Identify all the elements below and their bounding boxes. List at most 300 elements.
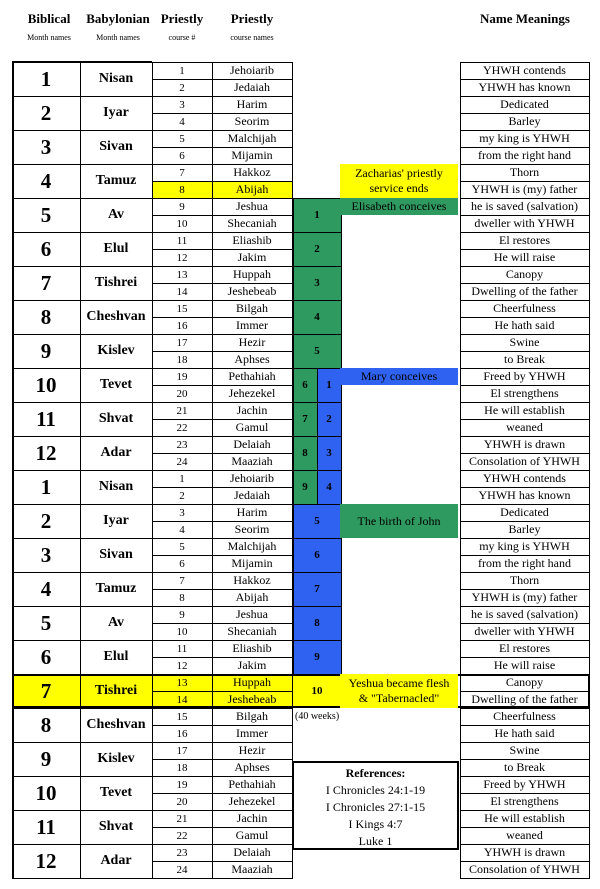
header-babylonian-sub: Month names (96, 33, 140, 42)
name-meaning: El restores (499, 641, 550, 655)
name-meaning: Dwelling of the father (471, 284, 578, 298)
biblical-month-number: 10 (35, 780, 57, 805)
course-name: Hezir (238, 335, 266, 349)
header-babylonian: Babylonian (86, 11, 150, 26)
name-meaning: Consolation of YHWH (469, 454, 580, 468)
row-line (460, 827, 590, 828)
course-name: Shecaniah (227, 624, 277, 638)
row-line (152, 402, 292, 403)
row-line (152, 249, 292, 250)
biblical-month-number: 12 (35, 440, 57, 465)
row-line (152, 810, 292, 811)
babylonian-month-name: Shvat (98, 411, 134, 426)
name-meaning: He hath said (494, 726, 555, 740)
row-line (460, 844, 590, 845)
references-box (292, 761, 459, 850)
row-line (152, 759, 292, 760)
month-line (12, 742, 152, 743)
name-meaning: Canopy (505, 675, 544, 689)
row-line (152, 844, 292, 845)
biblical-month-number: 9 (40, 338, 52, 363)
row-line (152, 385, 292, 386)
row-line (152, 453, 292, 454)
note-yeshua-line1: Yeshua became flesh (348, 676, 450, 690)
note-yeshua (340, 674, 458, 708)
row-line (152, 113, 292, 114)
course-number: 6 (179, 557, 185, 570)
name-meaning: to Break (504, 760, 545, 774)
biblical-month-number: 1 (40, 474, 52, 499)
course-number: 20 (176, 795, 188, 808)
name-meaning: Swine (509, 335, 540, 349)
course-number: 5 (179, 540, 185, 553)
count-line (293, 232, 341, 233)
name-meaning: YHWH is (my) father (471, 590, 578, 604)
row-line (152, 674, 292, 675)
course-name: Hezir (238, 743, 266, 757)
course-name: Delaiah (233, 845, 271, 859)
reference-item: I Chronicles 24:1-19 (325, 783, 426, 797)
course-number: 14 (176, 693, 188, 706)
babylonian-month-name: Kislev (97, 343, 135, 358)
babylonian-month-name: Elul (103, 649, 129, 664)
row-line (460, 861, 590, 862)
babylonian-month-name: Shvat (98, 819, 134, 834)
babylonian-month-name: Tevet (99, 377, 133, 392)
row-line (152, 827, 292, 828)
course-number: 19 (176, 370, 188, 383)
course-name: Jehezekel (228, 794, 276, 808)
biblical-month-number: 8 (40, 304, 52, 329)
biblical-col-line (80, 62, 81, 879)
row-line (152, 640, 292, 641)
row-line (152, 538, 292, 539)
course-name: Huppah (233, 675, 271, 689)
babylonian-col-line (152, 62, 153, 879)
name-meaning: YHWH has known (478, 488, 571, 502)
month-line (12, 334, 152, 335)
name-meaning: Barley (508, 522, 541, 536)
name-meaning: Freed by YHWH (483, 369, 566, 383)
name-meaning: Thorn (509, 165, 540, 179)
row-line (460, 351, 590, 352)
row-line (460, 181, 590, 182)
row-line (460, 878, 590, 879)
course-name: Gamul (235, 828, 269, 842)
course-number: 16 (176, 319, 188, 332)
row-line (460, 215, 590, 216)
note-yeshua-line2: & "Tabernacled" (358, 691, 440, 705)
name-meaning: YHWH is (my) father (471, 182, 578, 196)
reference-item: I Kings 4:7 (348, 817, 403, 831)
name-meaning: El strengthens (490, 386, 559, 400)
course-name: Jakim (237, 250, 267, 264)
course-number: 7 (179, 574, 185, 587)
row-line (460, 572, 590, 573)
course-name: Aphses (234, 760, 270, 774)
course-number: 13 (176, 268, 188, 281)
course-number: 9 (179, 200, 185, 213)
row-line (460, 164, 590, 165)
course-number: 13 (176, 676, 188, 689)
babylonian-month-name: Av (107, 207, 125, 222)
row-line (152, 317, 292, 318)
mary-month-count: 7 (293, 572, 341, 606)
note-birth-of-john: The birth of John (340, 504, 458, 538)
mary-month-count: 2 (317, 402, 341, 436)
biblical-month-number: 2 (40, 508, 52, 533)
row-line (460, 79, 590, 80)
meaning-left-line (460, 62, 461, 879)
header-name-meanings: Name Meanings (480, 11, 570, 26)
course-number: 14 (176, 285, 188, 298)
course-number: 12 (176, 659, 188, 672)
course-number: 12 (176, 251, 188, 264)
course-number: 21 (176, 404, 188, 417)
name-meaning: El restores (499, 233, 550, 247)
row-line (152, 419, 292, 420)
biblical-month-number: 11 (36, 406, 56, 431)
course-number: 1 (179, 64, 185, 77)
row-line (152, 283, 292, 284)
mary-month-count: 3 (317, 436, 341, 470)
name-meaning: my king is YHWH (479, 131, 570, 145)
count-line (293, 504, 341, 505)
course-number: 19 (176, 778, 188, 791)
month-line (12, 266, 152, 267)
row-line (152, 725, 292, 726)
name-meaning: He will establish (484, 811, 565, 825)
month-line (12, 572, 152, 573)
biblical-month-number: 2 (40, 100, 52, 125)
course-number: 15 (176, 710, 188, 723)
row-line (152, 436, 292, 437)
course-number: 11 (176, 642, 188, 655)
elisabeth-month-count: 1 (293, 198, 341, 232)
course-name: Eliashib (232, 233, 272, 247)
name-meaning: my king is YHWH (479, 539, 570, 553)
row-line (460, 504, 590, 505)
month-line (12, 436, 152, 437)
header-priestly-course-num: Priestly (160, 11, 204, 26)
row-line (460, 317, 590, 318)
mary-month-count: 4 (317, 470, 341, 504)
name-meaning: He hath said (494, 318, 555, 332)
course-name: Jehezekel (228, 386, 276, 400)
course-name: Jeshebeab (227, 284, 277, 298)
row-line (460, 96, 590, 97)
row-line (152, 130, 292, 131)
name-meaning: Cheerfulness (493, 301, 556, 315)
babylonian-month-name: Kislev (97, 751, 135, 766)
name-meaning: Barley (508, 114, 541, 128)
name-meaning: from the right hand (478, 148, 571, 162)
course-number: 24 (176, 455, 188, 468)
month-line (12, 674, 152, 675)
name-meaning: He will raise (493, 658, 556, 672)
course-name: Gamul (235, 420, 269, 434)
row-line (152, 351, 292, 352)
row-line (460, 538, 590, 539)
course-number: 2 (179, 489, 185, 502)
month-line (12, 844, 152, 845)
row-line (460, 810, 590, 811)
month-line (12, 368, 152, 369)
row-line (460, 198, 590, 199)
row-line (460, 521, 590, 522)
row-line (152, 555, 292, 556)
course-name: Mijamin (231, 148, 273, 162)
row-line (460, 453, 590, 454)
row-line (152, 487, 292, 488)
row-line (460, 776, 590, 777)
biblical-month-number: 7 (40, 678, 52, 703)
babylonian-month-name: Tamuz (95, 173, 137, 188)
row-line (152, 742, 292, 743)
header-priestly-course-names: Priestly (230, 11, 274, 26)
babylonian-month-name: Tishrei (94, 275, 138, 290)
course-name: Aphses (234, 352, 270, 366)
note-zacharias (340, 164, 458, 198)
course-name: Malchijah (227, 539, 277, 553)
course-number: 23 (176, 438, 188, 451)
row-line (152, 691, 292, 692)
biblical-month-number: 5 (40, 610, 52, 635)
row-line (152, 793, 292, 794)
row-line (460, 334, 590, 335)
count-line (293, 198, 341, 199)
course-name: Hakkoz (233, 165, 271, 179)
name-meaning: Freed by YHWH (483, 777, 566, 791)
course-name: Pethahiah (228, 777, 276, 791)
row-line (152, 572, 292, 573)
course-number: 16 (176, 727, 188, 740)
elisabeth-month-count: 3 (293, 266, 341, 300)
name-meaning: dweller with YHWH (474, 624, 575, 638)
row-line (460, 793, 590, 794)
header-biblical-sub: Month names (27, 33, 71, 42)
course-number: 18 (176, 353, 188, 366)
mary-month-count: 1 (317, 368, 341, 402)
row-line (460, 147, 590, 148)
row-line (460, 691, 590, 692)
row-line (460, 283, 590, 284)
biblical-month-number: 4 (40, 576, 52, 601)
mary-month-count: 5 (293, 504, 341, 538)
row-line (152, 232, 292, 233)
course-name: Delaiah (233, 437, 271, 451)
course-number: 6 (179, 149, 185, 162)
name-meaning: YHWH contends (483, 63, 566, 77)
name-meaning: from the right hand (478, 556, 571, 570)
coursenum-col-line (212, 62, 213, 879)
month-line (12, 708, 152, 709)
course-name: Huppah (233, 267, 271, 281)
babylonian-month-name: Sivan (99, 547, 133, 562)
course-name: Harim (236, 505, 268, 519)
course-number: 3 (179, 98, 185, 111)
note-zacharias-line1: Zacharias' priestly (355, 166, 443, 180)
babylonian-month-name: Tevet (99, 785, 133, 800)
babylonian-month-name: Elul (103, 241, 129, 256)
count-line (293, 266, 341, 267)
name-meaning: YHWH is drawn (483, 437, 566, 451)
name-meaning: weaned (506, 420, 543, 434)
row-line (460, 385, 590, 386)
course-name: Immer (236, 726, 268, 740)
month-line (12, 810, 152, 811)
name-meaning: YHWH has known (478, 80, 571, 94)
course-name: Mijamin (231, 556, 273, 570)
biblical-month-number: 9 (40, 746, 52, 771)
row-line (152, 334, 292, 335)
count-line (293, 606, 341, 607)
course-name: Malchijah (227, 131, 277, 145)
count-right-line (341, 198, 342, 674)
note-elisabeth-conceives: Elisabeth conceives (340, 198, 458, 215)
course-name: Bilgah (236, 301, 268, 315)
row-line (460, 640, 590, 641)
course-number: 4 (179, 523, 185, 536)
row-line (152, 504, 292, 505)
babylonian-month-name: Nisan (98, 479, 134, 494)
course-number: 23 (176, 846, 188, 859)
count-line (293, 538, 341, 539)
note-mary-conceives: Mary conceives (340, 368, 458, 385)
elisabeth-month-count: 2 (293, 232, 341, 266)
elisabeth-month-count: 6 (293, 368, 317, 402)
babylonian-month-name: Adar (100, 445, 132, 460)
babylonian-month-name: Cheshvan (86, 717, 146, 732)
name-meaning: Swine (509, 743, 540, 757)
course-number: 21 (176, 812, 188, 825)
course-number: 20 (176, 387, 188, 400)
course-name: Seorim (234, 522, 270, 536)
babylonian-month-name: Tishrei (94, 683, 138, 698)
course-name: Jachin (236, 811, 268, 825)
month-line (12, 538, 152, 539)
row-line (152, 198, 292, 199)
month-line (12, 62, 152, 63)
course-name: Seorim (234, 114, 270, 128)
month-line (12, 164, 152, 165)
row-line (152, 878, 292, 879)
row-line (460, 249, 590, 250)
table-top-border (12, 61, 152, 62)
month-line (12, 232, 152, 233)
biblical-month-number: 3 (40, 542, 52, 567)
row-line (460, 130, 590, 131)
babylonian-month-name: Tamuz (95, 581, 137, 596)
note-zacharias-line2: service ends (369, 181, 429, 195)
row-line (460, 487, 590, 488)
reference-item: Luke 1 (358, 834, 393, 848)
count-line (293, 640, 341, 641)
course-name: Jachin (236, 403, 268, 417)
references-title: References: (345, 766, 406, 780)
meaning-right-line (589, 62, 590, 879)
course-number: 11 (176, 234, 188, 247)
name-meaning: Cheerfulness (493, 709, 556, 723)
course-number: 8 (179, 591, 185, 604)
biblical-month-number: 5 (40, 202, 52, 227)
row-line (152, 266, 292, 267)
course-number: 24 (176, 863, 188, 876)
count-line (293, 572, 341, 573)
biblical-month-number: 6 (40, 236, 52, 261)
course-name: Maaziah (231, 454, 273, 468)
babylonian-month-name: Av (107, 615, 125, 630)
row-line (460, 62, 590, 63)
table-left-border (12, 62, 14, 879)
row-line (152, 589, 292, 590)
babylonian-month-name: Nisan (98, 71, 134, 86)
row-line (152, 861, 292, 862)
mary-month-count: 8 (293, 606, 341, 640)
month-line (12, 130, 152, 131)
babylonian-month-name: Iyar (103, 513, 129, 528)
row-line (460, 232, 590, 233)
elisabeth-month-count: 4 (293, 300, 341, 334)
month-line (12, 402, 152, 403)
biblical-month-number: 8 (40, 712, 52, 737)
row-line (460, 606, 590, 607)
row-line (152, 96, 292, 97)
month-line (12, 606, 152, 607)
row-line (460, 470, 590, 471)
name-meaning: He will establish (484, 403, 565, 417)
course-name: Jehoiarib (230, 471, 274, 485)
name-meaning: he is saved (salvation) (471, 607, 578, 621)
row-line (460, 368, 590, 369)
name-meaning: Canopy (505, 267, 544, 281)
count-line (293, 334, 341, 335)
course-number: 15 (176, 302, 188, 315)
row-line (152, 164, 292, 165)
name-meaning: Dedicated (500, 505, 549, 519)
course-name: Maaziah (231, 862, 273, 876)
mary-month-count: 6 (293, 538, 341, 572)
count-split-line (317, 368, 318, 504)
biblical-month-number: 11 (36, 814, 56, 839)
row-line (152, 62, 292, 63)
row-line (152, 708, 292, 709)
course-number: 18 (176, 761, 188, 774)
course-name: Harim (236, 97, 268, 111)
course-name: Jakim (237, 658, 267, 672)
course-number: 10 (176, 625, 188, 638)
biblical-month-number: 3 (40, 134, 52, 159)
row-line (460, 300, 590, 301)
month-line (12, 300, 152, 301)
name-meaning: El strengthens (490, 794, 559, 808)
course-name: Eliashib (232, 641, 272, 655)
course-name: Jeshua (236, 607, 268, 621)
course-number: 7 (179, 166, 185, 179)
row-line (152, 521, 292, 522)
course-name: Shecaniah (227, 216, 277, 230)
name-meaning: Consolation of YHWH (469, 862, 580, 876)
row-line (152, 606, 292, 607)
course-number: 3 (179, 506, 185, 519)
row-line (152, 657, 292, 658)
name-meaning: YHWH is drawn (483, 845, 566, 859)
course-number: 17 (176, 336, 188, 349)
course-number: 8 (179, 183, 185, 196)
course-name: Jeshebeab (227, 692, 277, 706)
forty-weeks-label: (40 weeks) (295, 711, 340, 722)
course-number: 4 (179, 115, 185, 128)
